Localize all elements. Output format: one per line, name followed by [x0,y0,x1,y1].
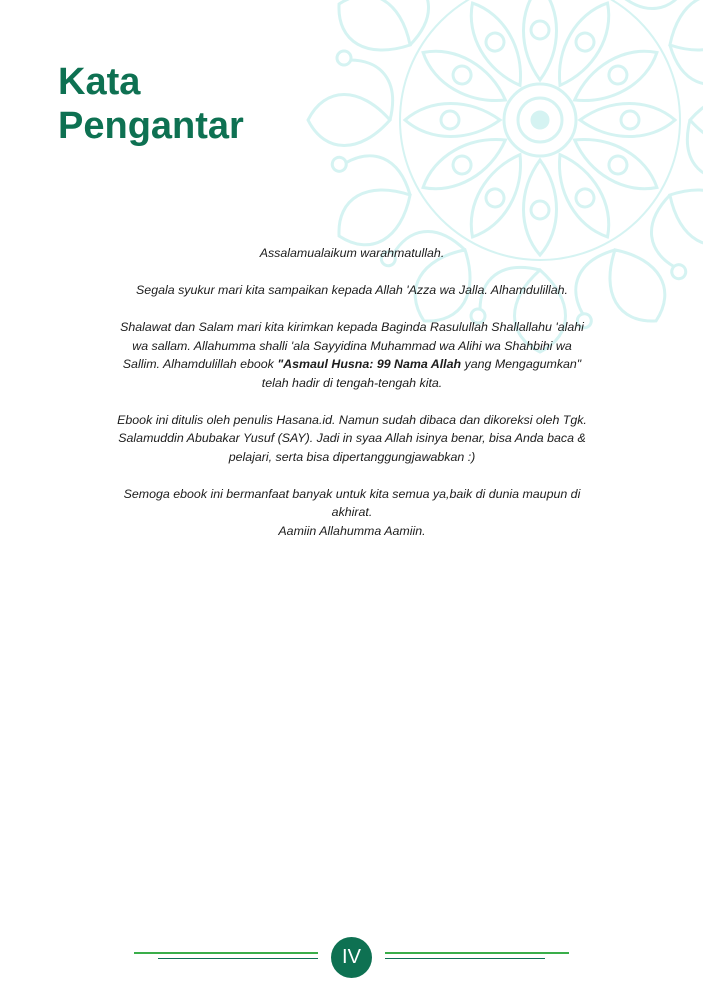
closing-line-3: Aamiin Allahumma Aamiin. [278,523,426,538]
ebook-line-2: Salamuddin Abubakar Yusuf (SAY). Jadi in syaa Allah isinya benar, bisa Anda baca & [118,431,586,445]
shalawat-line-4: telah hadir di tengah-tengah kita. [261,375,443,390]
shalawat-line-3 [100,355,604,374]
greeting-text: Assalamualaikum warahmatullah. [259,246,445,260]
page-title-line-2: Pengantar [58,105,244,147]
ebook-paragraph [100,411,604,467]
closing-line-2: akhirat. [331,505,373,519]
thanks-text: Segala syukur mari kita sampaikan kepada Allah 'Azza wa Jalla. Alhamdulillah. [136,283,568,297]
greeting-paragraph [100,244,604,263]
shalawat-line-3-end: yang Mengagumkan" [461,357,582,371]
closing-line-1: Semoga ebook ini bermanfaat banyak untuk kita semua ya,baik di dunia maupun di [123,486,581,501]
shalawat-line-1: Shalawat dan Salam mari kita kirimkan kepada Baginda Rasulullah Shallallahu 'alahi [120,320,584,334]
ebook-line-3: pelajari, serta bisa dipertanggungjawabkan :) [228,449,476,464]
foreword-body [100,244,604,559]
footer-rule-left-top [134,952,318,954]
shalawat-line-3-start: Sallim. Alhamdulillah ebook [122,357,278,371]
page-number: IV [342,946,361,968]
page-number-badge [331,937,372,978]
page-title-line-1: Kata [58,61,141,103]
footer-rule-left-bottom [158,958,318,959]
thanks-paragraph [100,281,604,300]
footer-rule-right-bottom [385,958,545,959]
page-title [58,60,244,148]
shalawat-paragraph [100,318,604,392]
closing-paragraph [100,485,604,541]
footer-rule-right-top [385,952,569,954]
ebook-title-bold: "Asmaul Husna: 99 Nama Allah [277,357,462,371]
ebook-line-1: Ebook ini ditulis oleh penulis Hasana.id. Namun sudah dibaca dan dikoreksi oleh Tgk. [117,412,587,427]
shalawat-line-2: wa sallam. Allahumma shalli 'ala Sayyidina Muhammad wa Alihi wa Shahbihi wa [132,338,572,353]
